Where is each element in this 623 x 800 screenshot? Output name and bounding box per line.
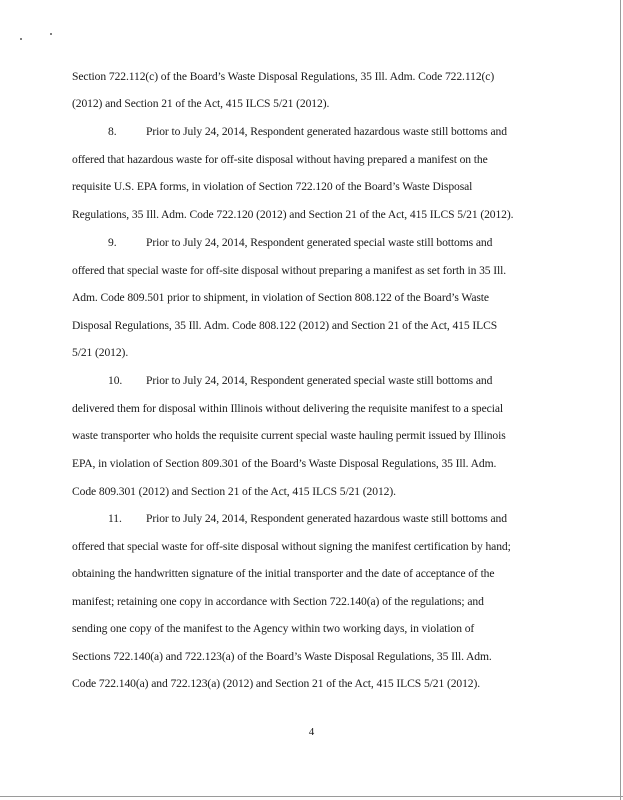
continuation-line: (2012) and Section 21 of the Act, 415 ILCS 5/21 (2012). [72,97,330,110]
paragraph-number: 11. [108,512,122,525]
paragraph-line: offered that hazardous waste for off-site disposal without having prepared a manifest on the [72,153,488,166]
paragraph-line: obtaining the handwritten signature of the initial transporter and the date of acceptance of the [72,567,495,580]
paragraph-text: Prior to July 24, 2014, Respondent generated special waste still bottoms and [146,374,493,387]
paragraph-line: Sections 722.140(a) and 722.123(a) of the Board’s Waste Disposal Regulations, 35 Ill. Adm. [72,650,492,663]
paragraph-line: offered that special waste for off-site disposal without preparing a manifest as set forth in 35 Ill. [72,264,507,277]
page-number: 4 [308,726,315,738]
scan-speck [20,38,22,40]
paragraph-line: Code 809.301 (2012) and Section 21 of the Act, 415 ILCS 5/21 (2012). [72,485,396,498]
paragraph-text: Prior to July 24, 2014, Respondent generated special waste still bottoms and [146,236,493,249]
paragraph-line: Disposal Regulations, 35 Ill. Adm. Code 808.122 (2012) and Section 21 of the Act, 415 ILCS [72,319,498,332]
paragraph-line: Code 722.140(a) and 722.123(a) (2012) and Section 21 of the Act, 415 ILCS 5/21 (2012). [72,677,481,690]
paragraph-line: Adm. Code 809.501 prior to shipment, in violation of Section 808.122 of the Board’s Waste [72,291,489,304]
paragraph-line: Regulations, 35 Ill. Adm. Code 722.120 (2012) and Section 21 of the Act, 415 ILCS 5/21 (2012). [72,208,514,221]
paragraph-text: Prior to July 24, 2014, Respondent generated hazardous waste still bottoms and [146,125,507,138]
paragraph-line: waste transporter who holds the requisite current special waste hauling permit issued by Illinois [72,429,506,442]
paragraph-line: EPA, in violation of Section 809.301 of the Board’s Waste Disposal Regulations, 35 Ill. Adm. [72,457,497,470]
continuation-line: Section 722.112(c) of the Board’s Waste Disposal Regulations, 35 Ill. Adm. Code 722.112(c) [72,70,495,83]
paragraph-line: delivered them for disposal within Illinois without delivering the requisite manifest to a special [72,402,503,415]
paragraph-9-first-line [108,236,492,250]
paragraph-10-first-line [108,374,492,388]
paragraph-8-first-line [108,125,507,139]
paragraph-line: offered that special waste for off-site disposal without signing the manifest certification by hand; [72,540,511,553]
page-edge-bottom [0,796,623,797]
paragraph-text: Prior to July 24, 2014, Respondent generated hazardous waste still bottoms and [146,512,507,525]
paragraph-line: requisite U.S. EPA forms, in violation of Section 722.120 of the Board’s Waste Disposal [72,180,473,193]
paragraph-line: 5/21 (2012). [72,346,129,359]
paragraph-number: 9. [108,236,117,249]
paragraph-number: 10. [108,374,123,387]
paragraph-11-first-line [108,512,507,526]
scan-speck [50,33,52,35]
paragraph-line: manifest; retaining one copy in accordance with Section 722.140(a) of the regulations; and [72,595,484,608]
paragraph-line: sending one copy of the manifest to the Agency within two working days, in violation of [72,622,475,635]
page-edge-right [620,0,621,800]
paragraph-number: 8. [108,125,117,138]
